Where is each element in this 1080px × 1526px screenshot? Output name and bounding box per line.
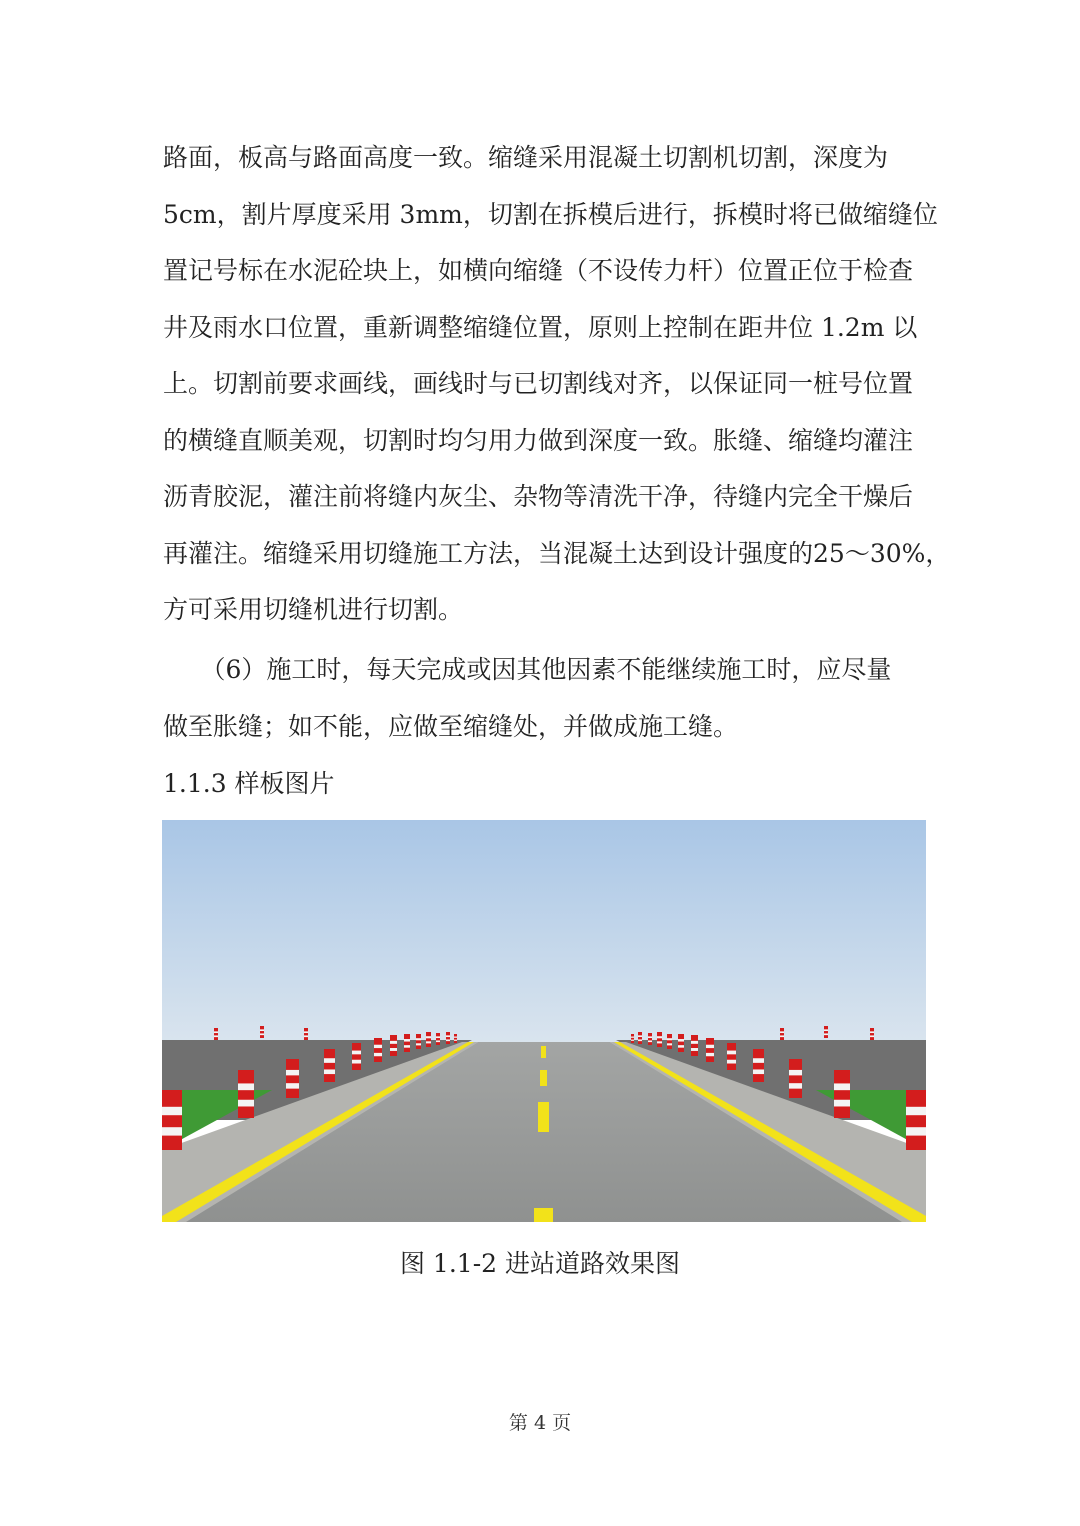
road-figure-image xyxy=(162,820,926,1222)
text-line: 路面，板高与路面高度一致。缩缝采用混凝土切割机切割，深度为 xyxy=(163,143,889,172)
sky xyxy=(162,820,926,1042)
figure-caption: 图 1.1-2 进站道路效果图 xyxy=(399,1249,680,1278)
bollard xyxy=(657,1032,662,1047)
text-line: （6）施工时，每天完成或因其他因素不能继续施工时，应尽量 xyxy=(163,655,892,684)
section-heading: 1.1.3 样板图片 xyxy=(163,769,335,798)
text-line: 再灌注。缩缝采用切缝施工方法，当混凝土达到设计强度的25～30%， xyxy=(163,538,951,568)
bollard xyxy=(706,1038,714,1062)
bollard xyxy=(906,1090,926,1150)
bollard xyxy=(727,1043,736,1070)
bollard xyxy=(446,1032,450,1044)
bollard xyxy=(404,1034,410,1052)
bollard xyxy=(780,1028,784,1040)
paragraph-2 xyxy=(163,642,918,755)
bollard xyxy=(214,1028,218,1040)
text-line: 方可采用切缝机进行切割。 xyxy=(163,595,464,624)
bollard xyxy=(834,1070,850,1118)
bollard xyxy=(238,1070,254,1118)
text-line: 的横缝直顺美观，切割时均匀用力做到深度一致。胀缝、缩缝均灌注 xyxy=(163,425,914,455)
bollard xyxy=(789,1059,802,1098)
text-line: 井及雨水口位置，重新调整缩缝位置，原则上控制在距井位 1.2m 以 xyxy=(163,312,918,342)
text-line: 置记号标在水泥砼块上，如横向缩缝（不设传力杆）位置正位于检查 xyxy=(163,256,914,285)
bollard xyxy=(304,1028,308,1040)
bollard xyxy=(390,1035,397,1056)
bollard xyxy=(678,1034,684,1052)
bollard xyxy=(416,1034,421,1049)
bollard xyxy=(824,1026,828,1038)
bollard xyxy=(638,1032,642,1044)
bollard xyxy=(870,1028,874,1040)
bollard xyxy=(454,1034,457,1043)
bollard xyxy=(260,1026,264,1038)
bollard xyxy=(286,1059,299,1098)
bollard xyxy=(162,1090,182,1150)
text-line: 上。切割前要求画线，画线时与已切割线对齐，以保证同一桩号位置 xyxy=(163,369,914,398)
text-line: 沥青胶泥，灌注前将缝内灰尘、杂物等清洗干净，待缝内完全干燥后 xyxy=(163,482,914,511)
bollard xyxy=(753,1049,764,1082)
bollard xyxy=(426,1032,431,1047)
text-line: 做至胀缝；如不能，应做至缩缝处，并做成施工缝。 xyxy=(163,711,739,741)
paragraph-1 xyxy=(163,130,951,639)
bollard xyxy=(691,1035,698,1056)
bollard xyxy=(667,1034,672,1049)
text-line: 5cm，割片厚度采用 3mm，切割在拆模后进行，拆模时将已做缩缝位 xyxy=(163,199,938,229)
bollard xyxy=(324,1049,335,1082)
bollard xyxy=(374,1038,382,1062)
bollard xyxy=(352,1043,361,1070)
page-number: 第 4 页 xyxy=(508,1412,572,1434)
bollard xyxy=(436,1033,440,1045)
bollard xyxy=(648,1033,652,1045)
bollard xyxy=(631,1034,634,1043)
